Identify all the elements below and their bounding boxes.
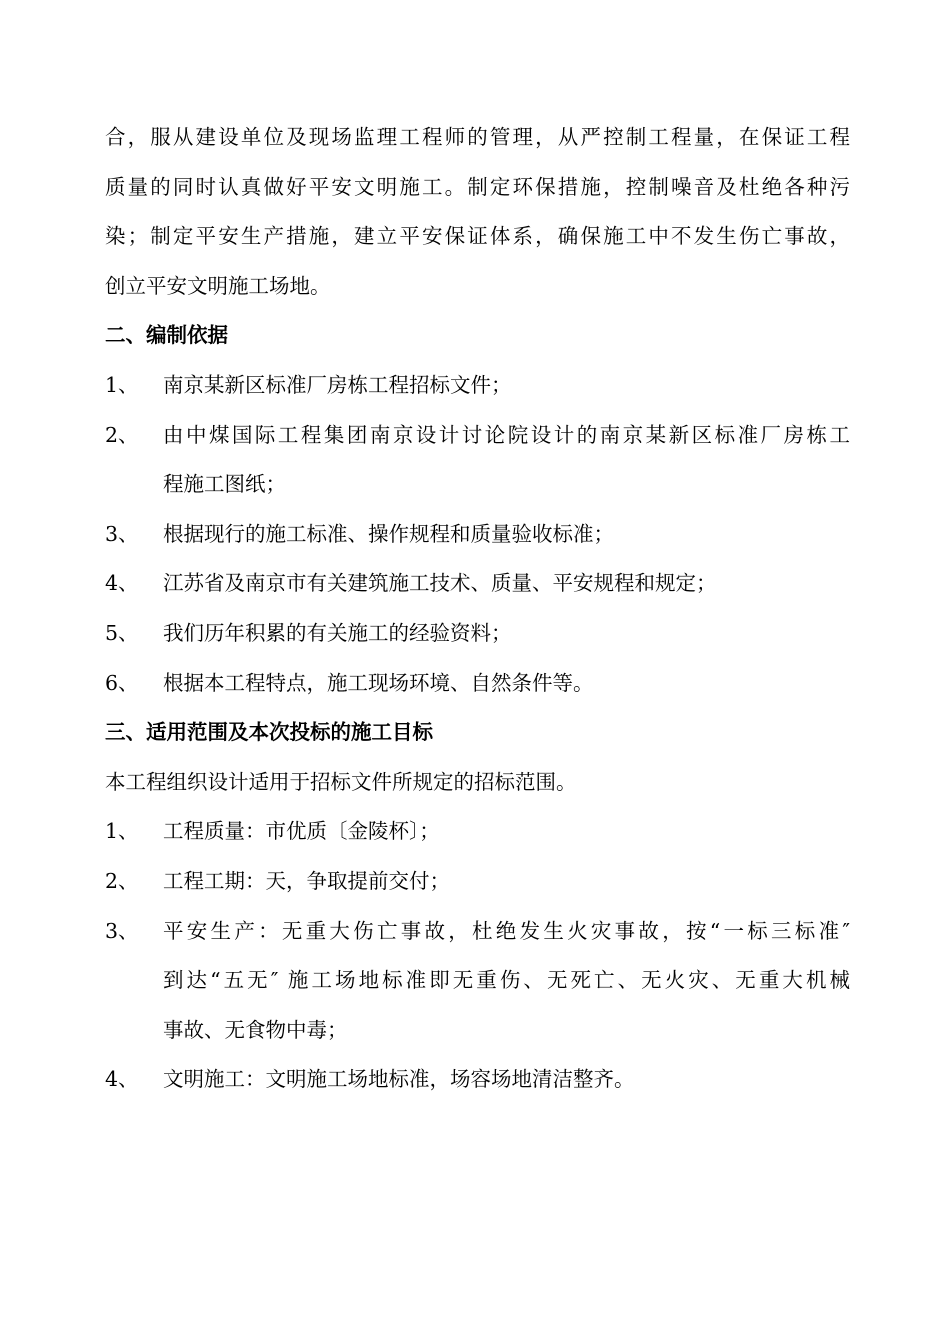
- intro-paragraph: [105, 113, 850, 311]
- list-item-text: 到达“五无″ 施工场地标准即无重伤、无死亡、无火灾、无重大机械: [163, 968, 850, 993]
- list-item-text: 我们历年积累的有关施工的经验资料；: [163, 620, 512, 645]
- basis-list: [105, 361, 850, 708]
- list-item-text: 南京某新区标准厂房栋工程招标文件；: [163, 372, 512, 397]
- list-item-number: 3、: [105, 918, 139, 943]
- list-item: [105, 907, 850, 1056]
- list-item-text: 江苏省及南京市有关建筑施工技术、质量、平安规程和规定；: [163, 571, 717, 596]
- list-item: [105, 411, 850, 510]
- intro-line: 染；制定平安生产措施，建立平安保证体系，确保施工中不发生伤亡事故，: [105, 224, 850, 249]
- list-item-text: 事故、无食物中毒；: [163, 1017, 348, 1042]
- list-item-text: 平安生产：无重大伤亡事故，杜绝发生火灾事故，按“一标三标准″: [163, 918, 850, 943]
- section-heading-scope: 三、适用范围及本次投标的施工目标: [105, 720, 433, 745]
- list-item-number: 3、: [105, 521, 139, 546]
- list-item: [105, 857, 850, 907]
- list-item-number: 1、: [105, 819, 139, 844]
- list-item-text: 文明施工：文明施工场地标准，场容场地清洁整齐。: [163, 1067, 635, 1092]
- list-item-number: 4、: [105, 1067, 139, 1092]
- list-item: [105, 807, 850, 857]
- scope-intro: 本工程组织设计适用于招标文件所规定的招标范围。: [105, 769, 577, 794]
- list-item-number: 5、: [105, 620, 139, 645]
- list-item: [105, 1055, 850, 1105]
- section-heading-basis: 二、编制依据: [105, 323, 228, 348]
- list-item-text: 工程质量：市优质〔金陵杯〕；: [163, 819, 440, 844]
- intro-line: 合，服从建设单位及现场监理工程师的管理，从严控制工程量，在保证工程: [105, 125, 850, 149]
- list-item-number: 2、: [105, 422, 139, 447]
- list-item-text: 由中煤国际工程集团南京设计讨论院设计的南京某新区标准厂房栋工: [163, 422, 850, 447]
- intro-line: 质量的同时认真做好平安文明施工。制定环保措施，控制噪音及杜绝各种污: [105, 174, 850, 199]
- list-item-text: 工程工期：天，争取提前交付；: [163, 868, 450, 893]
- list-item: [105, 609, 850, 659]
- intro-line: 创立平安文明施工场地。: [105, 273, 331, 298]
- document-page: [105, 113, 850, 1105]
- list-item: [105, 361, 850, 411]
- list-item-text: 根据现行的施工标准、操作规程和质量验收标准；: [163, 521, 614, 546]
- list-item-number: 2、: [105, 868, 139, 893]
- list-item-number: 1、: [105, 372, 139, 397]
- list-item-text: 程施工图纸；: [163, 472, 286, 497]
- list-item: [105, 510, 850, 560]
- list-item: [105, 559, 850, 609]
- target-list: [105, 807, 850, 1105]
- list-item-number: 6、: [105, 670, 139, 695]
- list-item: [105, 659, 850, 709]
- list-item-text: 根据本工程特点，施工现场环境、自然条件等。: [163, 670, 594, 695]
- list-item-number: 4、: [105, 571, 139, 596]
